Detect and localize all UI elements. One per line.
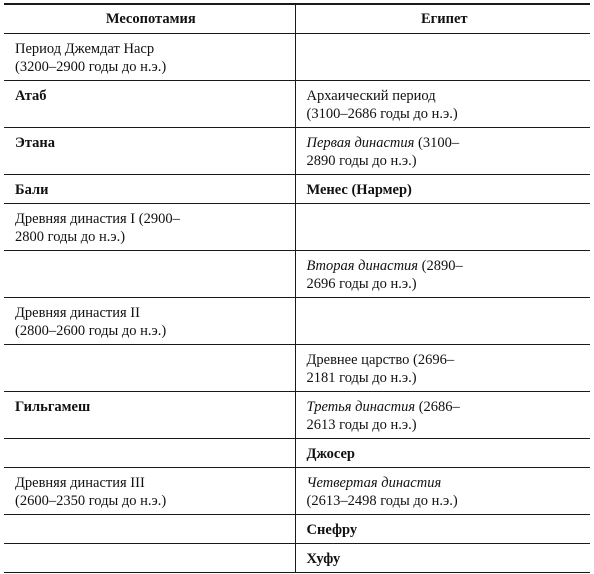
cell-text: Древнее царство (2696– (306, 352, 455, 368)
table-row (4, 392, 590, 439)
cell-mesopotamia-empty (4, 251, 295, 298)
dynasty-name: Вторая династия (306, 258, 419, 274)
ruler-name: Гильгамеш (15, 399, 91, 415)
cell-text: 2800 годы до н.э.) (15, 229, 126, 245)
ruler-name: Менес (Нармер) (306, 182, 412, 198)
table-row (4, 34, 590, 81)
cell-mesopotamia (4, 128, 295, 175)
cell-egypt (295, 392, 590, 439)
cell-mesopotamia-empty (4, 345, 295, 392)
cell-egypt (295, 251, 590, 298)
table-row (4, 468, 590, 515)
cell-mesopotamia (4, 468, 295, 515)
cell-mesopotamia (4, 392, 295, 439)
table-row (4, 298, 590, 345)
cell-text: (2613–2498 годы до н.э.) (306, 493, 458, 509)
table-row (4, 515, 590, 544)
ruler-name: Снефру (306, 522, 358, 538)
cell-egypt-empty (295, 298, 590, 345)
cell-egypt-empty (295, 204, 590, 251)
ruler-name: Атаб (15, 88, 47, 104)
cell-egypt (295, 544, 590, 573)
table-row (4, 251, 590, 298)
cell-text: 2696 годы до н.э.) (306, 276, 417, 292)
ruler-name: Этана (15, 135, 55, 151)
table-row (4, 544, 590, 573)
cell-text: (2890– (418, 258, 463, 274)
cell-text: 2613 годы до н.э.) (306, 417, 417, 433)
cell-text: (3100– (414, 135, 460, 151)
cell-text: 2181 годы до н.э.) (306, 370, 417, 386)
cell-text: 2890 годы до н.э.) (306, 153, 417, 169)
table-row (4, 439, 590, 468)
cell-text: Древняя династия II (15, 305, 140, 321)
cell-text: (2800–2600 годы до н.э.) (15, 323, 167, 339)
cell-text: Древняя династия I (2900– (15, 211, 180, 227)
cell-text: (3200–2900 годы до н.э.) (15, 59, 167, 75)
ruler-name: Бали (15, 182, 49, 198)
table-row (4, 345, 590, 392)
cell-egypt (295, 128, 590, 175)
header-row (4, 4, 590, 34)
cell-text: (2600–2350 годы до н.э.) (15, 493, 167, 509)
header-mesopotamia: Месопотамия (4, 4, 295, 34)
cell-text: Период Джемдат Наср (15, 41, 155, 57)
cell-text: (2686– (415, 399, 460, 415)
cell-mesopotamia (4, 34, 295, 81)
cell-egypt (295, 345, 590, 392)
dynasty-name: Четвертая династия (306, 475, 442, 491)
cell-egypt (295, 175, 590, 204)
cell-text: Архаический период (306, 88, 436, 104)
chronology-table (4, 3, 590, 573)
cell-mesopotamia (4, 298, 295, 345)
cell-egypt (295, 468, 590, 515)
dynasty-name: Третья династия (306, 399, 416, 415)
table-row (4, 175, 590, 204)
table-row (4, 81, 590, 128)
cell-text: (3100–2686 годы до н.э.) (306, 106, 458, 122)
cell-mesopotamia (4, 204, 295, 251)
cell-mesopotamia-empty (4, 439, 295, 468)
cell-egypt (295, 439, 590, 468)
table-header (4, 4, 590, 34)
cell-egypt-empty (295, 34, 590, 81)
cell-egypt (295, 515, 590, 544)
dynasty-name: Первая династия (306, 135, 415, 151)
ruler-name: Хуфу (306, 551, 341, 567)
header-egypt: Египет (295, 4, 590, 34)
cell-mesopotamia (4, 81, 295, 128)
ruler-name: Джосер (306, 446, 355, 462)
cell-mesopotamia (4, 175, 295, 204)
table-row (4, 204, 590, 251)
cell-egypt (295, 81, 590, 128)
cell-text: Древняя династия III (15, 475, 145, 491)
table-row (4, 128, 590, 175)
table-body (4, 34, 590, 573)
cell-mesopotamia-empty (4, 515, 295, 544)
cell-mesopotamia-empty (4, 544, 295, 573)
